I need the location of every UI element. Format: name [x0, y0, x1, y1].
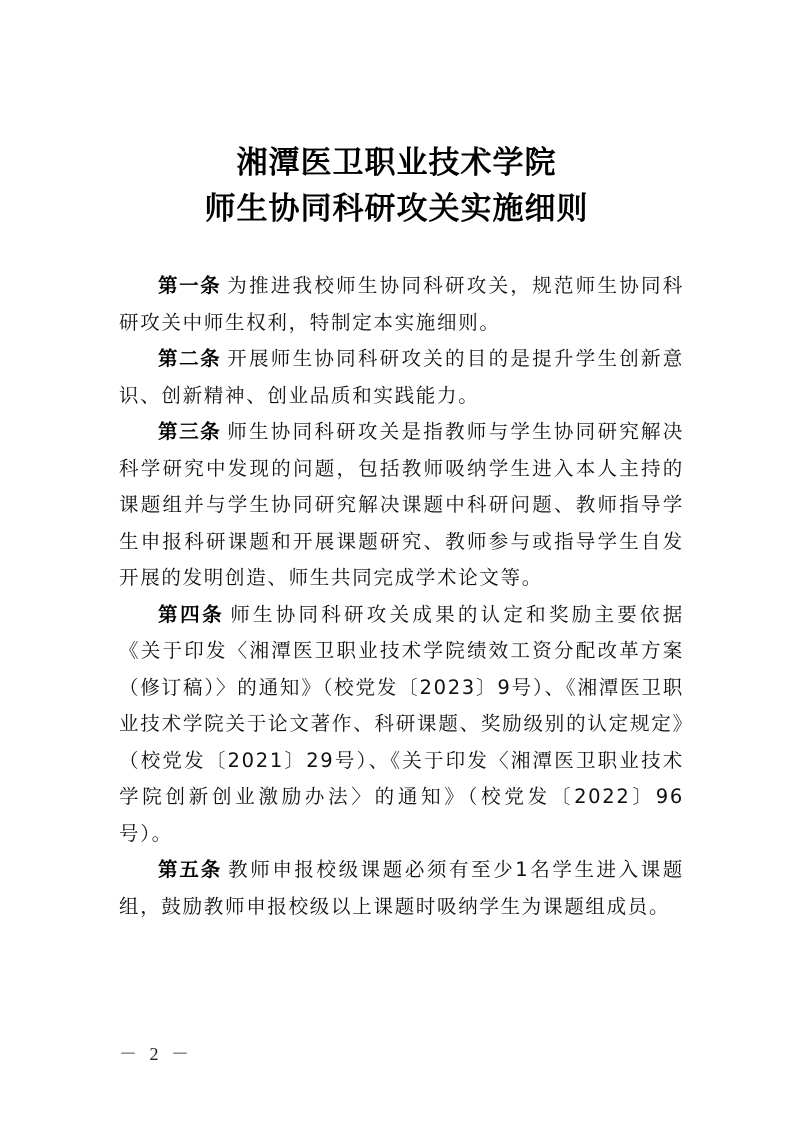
title-line-institution: 湘潭医卫职业技术学院 [236, 145, 557, 181]
title-line-rules: 师生协同科研攻关实施细则 [204, 191, 589, 227]
article-1-text: 为推进我校师生协同科研攻关，规范师生协同科研攻关中师生权利，特制定本实施细则。 [119, 274, 684, 334]
article-4-label: 第四条 [158, 602, 225, 626]
article-5-text: 教师申报校级课题必须有至少1名学生进入课题组，鼓励教师申报校级以上课题时吸纳学生为课题组成员。 [119, 858, 684, 918]
document-body [119, 268, 684, 925]
article-5-label: 第五条 [158, 858, 223, 881]
article-2 [119, 341, 684, 414]
article-3-label: 第三条 [158, 420, 222, 443]
article-3-text: 师生协同科研攻关是指教师与学生协同研究解决科学研究中发现的问题，包括教师吸纳学生进入本人主持的课题组并与学生协同研究解决课题中科研问题、教师指导学生申报科研课题和开展课题研究、教师参与或指导学生自发开展的发明创造、师生共同完成学术论文等。 [119, 420, 684, 589]
article-2-text: 开展师生协同科研攻关的目的是提升学生创新意识、创新精神、创业品质和实践能力。 [119, 347, 684, 407]
article-1-label: 第一条 [158, 274, 222, 297]
article-2-label: 第二条 [158, 347, 222, 370]
article-3 [119, 414, 684, 597]
article-4 [119, 597, 684, 853]
article-5 [119, 852, 684, 925]
document-title [0, 140, 793, 232]
page-number: － 2 － [119, 1044, 193, 1064]
article-1 [119, 268, 684, 341]
article-4-text: 师生协同科研攻关成果的认定和奖励主要依据《关于印发〈湘潭医卫职业技术学院绩效工资分配改革方案（修订稿）〉的通知》（校党发〔2023〕9号）、《湘潭医卫职业技术学院关于论文著作、科研课题、奖励级别的认定规定》（校党发〔2021〕29号）、《关于印发〈湘潭医卫职业技术学院创新创业激励办法〉的通知》（校党发〔2022〕96号）。 [119, 602, 684, 845]
